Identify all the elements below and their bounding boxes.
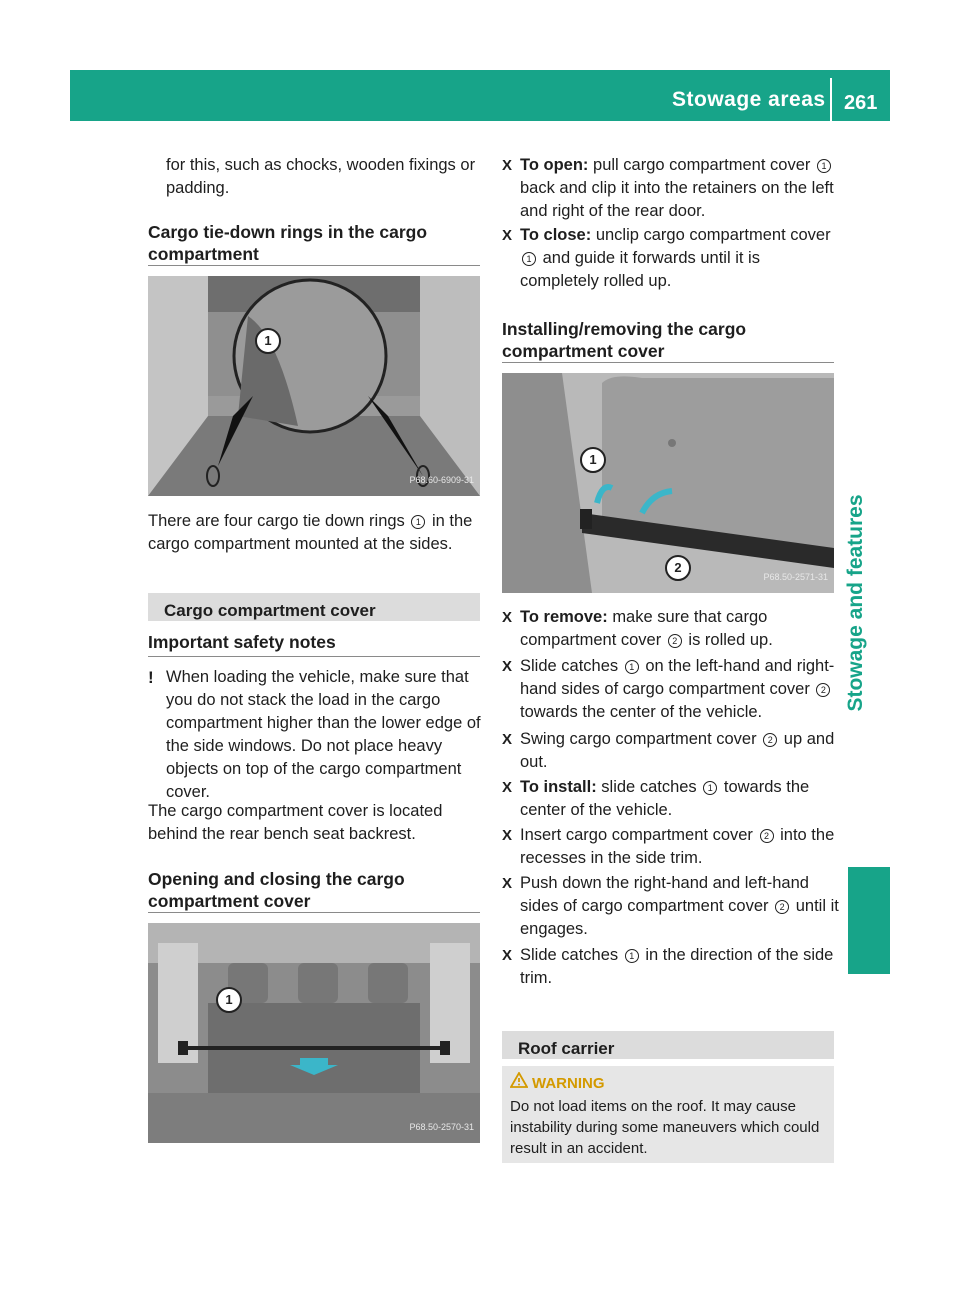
- ref-badge: 1: [625, 660, 639, 674]
- ref-badge: 1: [411, 515, 425, 529]
- page-number: 261: [844, 92, 878, 114]
- cover-illustration: [148, 923, 480, 1143]
- install-heading: Installing/removing the cargo compartment cover: [502, 319, 747, 361]
- open-close-heading: Opening and closing the cargo compartment cover: [148, 869, 405, 911]
- ref-badge: 2: [816, 683, 830, 697]
- ref-badge: 1: [522, 252, 536, 266]
- step-close: X To close: unclip cargo compartment cover 1 and guide it forwards until it is completely rolled up.: [502, 226, 831, 290]
- ref-badge: 2: [760, 829, 774, 843]
- ref-badge: 2: [763, 733, 777, 747]
- warning-icon: [510, 1072, 528, 1088]
- bullet-icon: X: [502, 609, 513, 626]
- figure-code: P68.50-2570-31: [409, 1122, 474, 1132]
- install-figure: [502, 373, 834, 593]
- bullet-icon: X: [502, 731, 513, 748]
- heading-rule: [502, 362, 834, 363]
- section-title: Stowage areas: [672, 88, 826, 111]
- tiedown-heading: Cargo tie-down rings in the cargo compartment: [148, 222, 428, 264]
- figure-callout-1: 1: [580, 447, 606, 473]
- side-tab-label: Stowage and features: [844, 494, 867, 712]
- header-divider: [830, 78, 832, 121]
- bullet-icon: X: [502, 658, 513, 675]
- tiedown-figure: [148, 276, 480, 496]
- intro-text: for this, such as chocks, wooden fixings or padding.: [166, 156, 476, 197]
- step-open: X To open: pull cargo compartment cover 1 back and clip it into the retainers on the left and right of the rear door.: [502, 156, 834, 220]
- bullet-icon: X: [502, 947, 513, 964]
- roof-carrier-section: Roof carrier: [502, 1031, 834, 1059]
- bullet-icon: X: [502, 827, 513, 844]
- side-tab-marker: [848, 867, 890, 974]
- ref-badge: 1: [625, 949, 639, 963]
- heading-rule: [148, 656, 480, 657]
- warning-box: [502, 1066, 834, 1163]
- figure-callout-2: 2: [665, 555, 691, 581]
- ref-badge: 1: [703, 781, 717, 795]
- figure-callout-1: 1: [216, 987, 242, 1013]
- bullet-icon: X: [502, 227, 513, 244]
- tiedown-illustration: [148, 276, 480, 496]
- figure-callout-1: 1: [255, 328, 281, 354]
- figure-code: P68.60-6909-31: [409, 475, 474, 485]
- ref-badge: 2: [775, 900, 789, 914]
- tiedown-text: There are four cargo tie down rings 1 in the cargo compartment mounted at the sides.: [148, 512, 473, 553]
- safety-text: When loading the vehicle, make sure that you do not stack the load in the cargo compartment higher than the lower edge of the side windows. Do not place heavy objects on top of the cargo compartment cover.: [166, 668, 481, 801]
- ref-badge: 2: [668, 634, 682, 648]
- figure-code: P68.50-2571-31: [763, 572, 828, 582]
- bullet-icon: X: [502, 157, 513, 174]
- located-text: The cargo compartment cover is located behind the rear bench seat backrest.: [148, 802, 443, 843]
- heading-rule: [148, 265, 480, 266]
- cover-figure: [148, 923, 480, 1143]
- bullet-icon: X: [502, 779, 513, 796]
- warning-title: WARNING: [532, 1075, 605, 1092]
- heading-rule: [148, 912, 480, 913]
- warning-text: Do not load items on the roof. It may cause instability during some maneuvers which could result in an accident.: [510, 1098, 820, 1157]
- cargo-cover-section: Cargo compartment cover: [148, 593, 480, 621]
- bullet-icon: X: [502, 875, 513, 892]
- ref-badge: 1: [817, 159, 831, 173]
- attention-icon: !: [148, 668, 154, 687]
- safety-heading: Important safety notes: [148, 632, 336, 652]
